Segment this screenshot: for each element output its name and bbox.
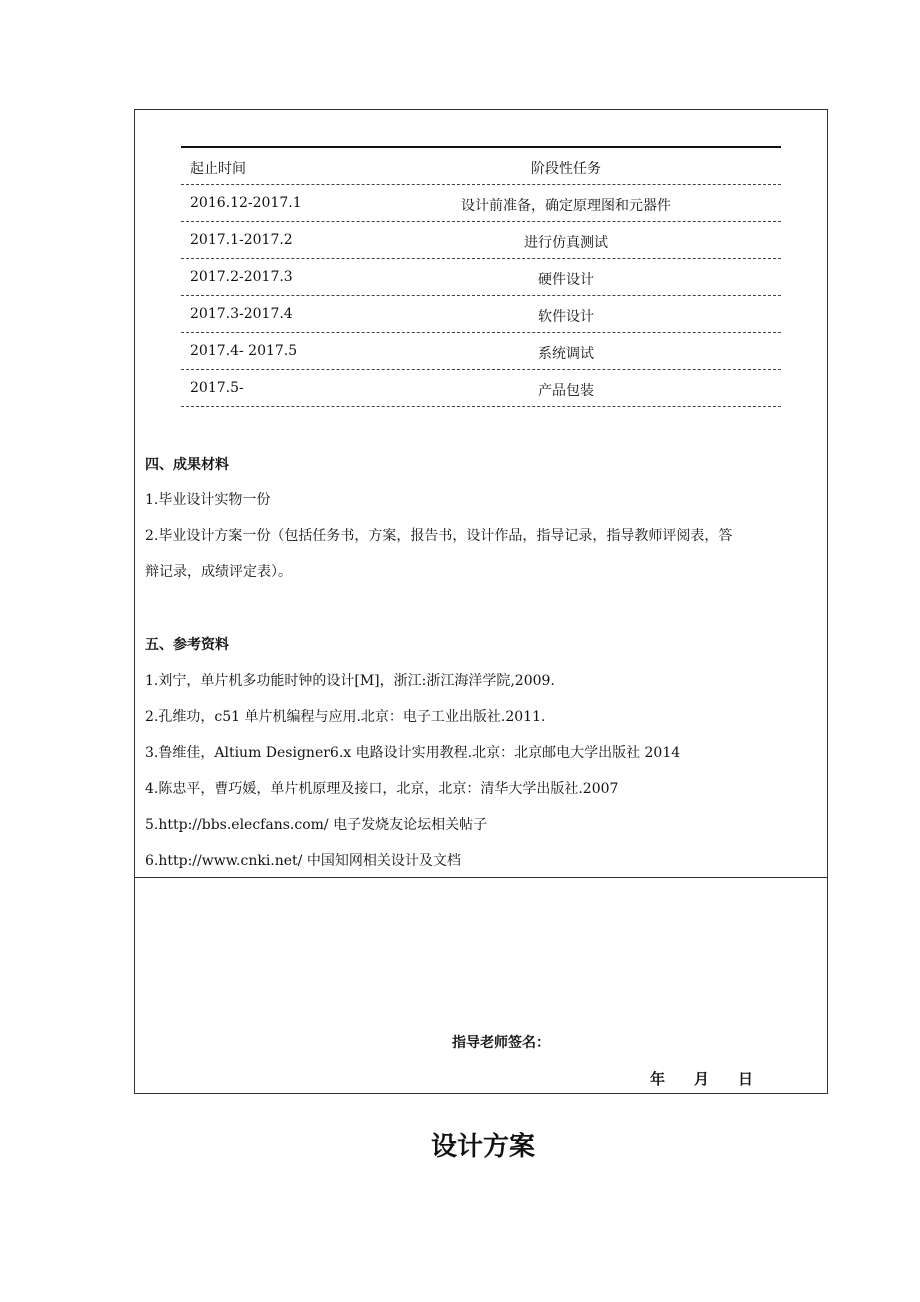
date-year-label: 年 [650,1070,667,1088]
section-divider [134,877,828,878]
reference-item: 1.刘宁，单片机多功能时钟的设计[M]，浙江:浙江海洋学院,2009. [145,673,555,689]
schedule-header-row [181,148,781,185]
schedule-row [181,185,781,222]
schedule-period: 2017.4- 2017.5 [190,343,298,359]
schedule-period: 2017.5- [190,380,244,396]
schedule-task: 设计前准备，确定原理图和元器件 [461,198,671,214]
results-item: 2.毕业设计方案一份（包括任务书，方案，报告书，设计作品，指导记录，指导教师评阅表，答 [145,528,733,544]
schedule-row [181,333,781,370]
schedule-row [181,259,781,296]
reference-item: 2.孔维功，c51 单片机编程与应用.北京：电子工业出版社.2011. [145,709,546,725]
references-heading: 五、参考资料 [145,637,229,653]
signature-date [650,1068,782,1089]
schedule-task: 硬件设计 [538,272,594,288]
schedule-table [181,146,781,407]
schedule-period: 2017.1-2017.2 [190,232,293,248]
reference-item: 3.鲁维佳，Altium Designer6.x 电路设计实用教程.北京：北京邮电大学出版社 2014 [145,745,681,761]
section-title: 设计方案 [430,1132,535,1162]
date-day-label: 日 [738,1070,755,1088]
results-item-continued: 辩记录，成绩评定表）。 [145,564,292,580]
results-item: 1.毕业设计实物一份 [145,492,271,508]
schedule-header-task: 阶段性任务 [531,161,601,177]
advisor-signature-label: 指导老师签名： [452,1035,550,1051]
reference-item: 6.http://www.cnki.net/ 中国知网相关设计及文档 [145,853,461,869]
reference-item: 4.陈忠平，曹巧媛，单片机原理及接口，北京，北京：清华大学出版社.2007 [145,781,619,797]
schedule-period: 2016.12-2017.1 [190,195,302,211]
results-heading: 四、成果材料 [145,457,229,473]
schedule-header-period: 起止时间 [190,161,246,177]
schedule-row [181,296,781,333]
schedule-row [181,370,781,407]
schedule-task: 进行仿真测试 [524,235,608,251]
schedule-task: 软件设计 [538,309,594,325]
date-month-label: 月 [694,1070,711,1088]
schedule-row [181,222,781,259]
schedule-task: 产品包装 [538,383,594,399]
schedule-task: 系统调试 [538,346,594,362]
reference-item: 5.http://bbs.elecfans.com/ 电子发烧友论坛相关帖子 [145,817,488,833]
schedule-period: 2017.3-2017.4 [190,306,293,322]
schedule-period: 2017.2-2017.3 [190,269,293,285]
